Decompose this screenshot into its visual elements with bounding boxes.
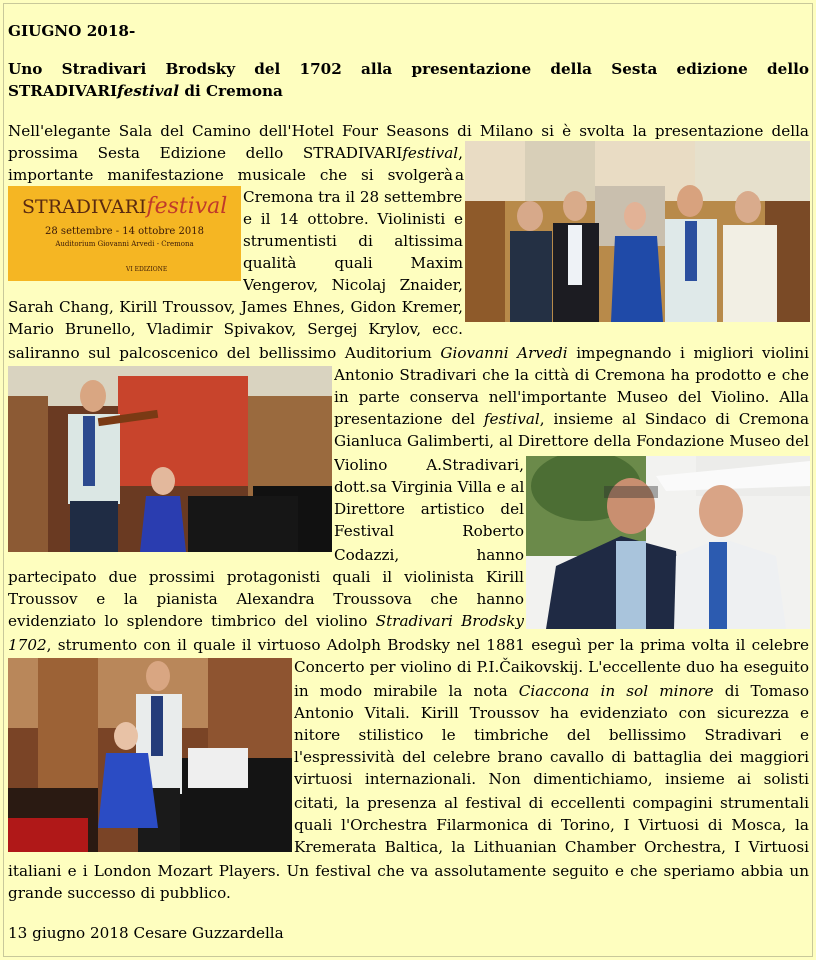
body-line: grande successo di pubblico.	[8, 884, 231, 902]
body-line: Troussov e la pianista Alexandra Troussova che hanno	[8, 590, 524, 608]
issue-date: GIUGNO 2018-	[8, 22, 136, 40]
body-line: Mario Brunello, Vladimir Spivakov, Sergej Krylov, ecc.	[8, 320, 463, 338]
body-line	[8, 142, 463, 164]
photo-violin-piano-duo	[8, 366, 332, 552]
body-line: dott.sa Virginia Villa e al	[334, 478, 524, 496]
body-fragment: ,	[458, 144, 463, 162]
body-line	[334, 408, 809, 430]
body-line: Concerto per violino di P.I.Čaikovskij. L'eccellente duo ha eseguito	[294, 658, 809, 676]
body-line: Cremona tra il 28 settembre	[243, 188, 463, 206]
body-line: quali l'Orchestra Filarmonica di Torino, I Virtuosi di Mosca, la	[294, 816, 809, 834]
body-line	[8, 634, 809, 656]
body-fragment: di Tomaso	[713, 682, 809, 700]
body-line: italiani e i London Mozart Players. Un festival che va assolutamente seguito e che speriamo abbia un	[8, 862, 809, 880]
body-fragment-italic: Ciaccona in sol minore	[518, 682, 714, 700]
body-fragment-italic: festival	[483, 410, 540, 428]
body-line	[294, 680, 809, 702]
body-line: partecipato due prossimi protagonisti quali il violinista Kirill	[8, 568, 524, 586]
body-fragment: , strumento con il quale il virtuoso Adolph Brodsky nel 1881 eseguì per la prima volta il celebre	[46, 636, 809, 654]
photo-group-presentation	[465, 141, 810, 322]
festival-logo-brand	[22, 194, 227, 219]
photo-duo-at-piano	[8, 658, 292, 852]
article-title-line-2	[8, 80, 283, 102]
body-line: Vengerov, Nicolaj Znaider,	[243, 276, 463, 294]
body-fragment: impegnando i migliori violini	[567, 344, 809, 362]
body-line: l'espressività del celebre brano cavallo di battaglia dei maggiori	[294, 748, 809, 766]
body-line: in parte conserva nell'importante Museo del Violino. Alla	[334, 388, 809, 406]
body-line-end-a: a	[455, 166, 465, 184]
festival-logo-edition: VI EDIZIONE	[126, 266, 168, 273]
body-line: Direttore artistico del	[334, 500, 524, 518]
body-line: Antonio Stradivari che la città di Cremona ha prodotto e che	[334, 366, 809, 384]
article-title-line-1: Uno Stradivari Brodsky del 1702 alla presentazione della Sesta edizione dello	[8, 60, 809, 78]
body-line: Violino A.Stradivari,	[334, 456, 524, 474]
signature-line: 13 giugno 2018 Cesare Guzzardella	[8, 924, 284, 942]
body-line: Gianluca Galimberti, al Direttore della Fondazione Museo del	[334, 432, 809, 450]
body-fragment-italic: 1702	[8, 636, 47, 654]
title-brand: STRADIVARI	[8, 82, 118, 100]
body-line: strumentisti di altissima	[243, 232, 463, 250]
body-fragment: presentazione del	[334, 410, 484, 428]
photo-two-men-terrace	[526, 456, 810, 629]
festival-logo-venue: Auditorium Giovanni Arvedi - Cremona	[55, 240, 194, 248]
body-fragment-italic: festival	[402, 144, 459, 162]
body-fragment-italic: Giovanni Arvedi	[440, 344, 568, 362]
logo-brand-text: STRADIVARI	[22, 196, 147, 218]
body-line: Codazzi, hanno	[334, 546, 524, 564]
body-fragment-italic: Stradivari Brodsky	[375, 612, 524, 630]
body-line: citati, la presenza al festival di eccellenti compagini strumentali	[294, 794, 809, 812]
body-line: Antonio Vitali. Kirill Troussov ha evidenziato con sicurezza e	[294, 704, 809, 722]
body-fragment: saliranno sul palcoscenico del bellissimo Auditorium	[8, 344, 441, 362]
title-suffix: di Cremona	[179, 82, 283, 100]
festival-logo-dates: 28 settembre - 14 ottobre 2018	[45, 226, 204, 237]
body-line: nitore stilistico le timbriche del bellissimo Stradivari e	[294, 726, 809, 744]
body-line: qualità quali Maxim	[243, 254, 463, 272]
logo-brand-script: festival	[146, 194, 228, 219]
body-line: virtuosi internazionali. Non dimentichiamo, insieme ai solisti	[294, 770, 809, 788]
body-line	[8, 610, 524, 632]
body-line: Kremerata Baltica, la Lithuanian Chamber Orchestra, I Virtuosi	[294, 838, 809, 856]
body-fragment: , insieme al Sindaco di Cremona	[539, 410, 809, 428]
title-brand-italic: festival	[117, 82, 180, 100]
body-fragment: in modo mirabile la nota	[294, 682, 519, 700]
body-line: Nell'elegante Sala del Camino dell'Hotel Four Seasons di Milano si è svolta la presentazione della	[8, 122, 809, 140]
body-fragment: prossima Sesta Edizione dello STRADIVARI	[8, 144, 403, 162]
body-line	[8, 342, 809, 364]
body-fragment: evidenziato lo splendore timbrico del violino	[8, 612, 376, 630]
body-line: e il 14 ottobre. Violinisti e	[243, 210, 463, 228]
festival-logo	[8, 186, 241, 281]
body-line: Festival Roberto	[334, 522, 524, 540]
body-line: importante manifestazione musicale che si svolgerà	[8, 166, 453, 184]
body-line: Sarah Chang, Kirill Troussov, James Ehnes, Gidon Kremer,	[8, 298, 463, 316]
